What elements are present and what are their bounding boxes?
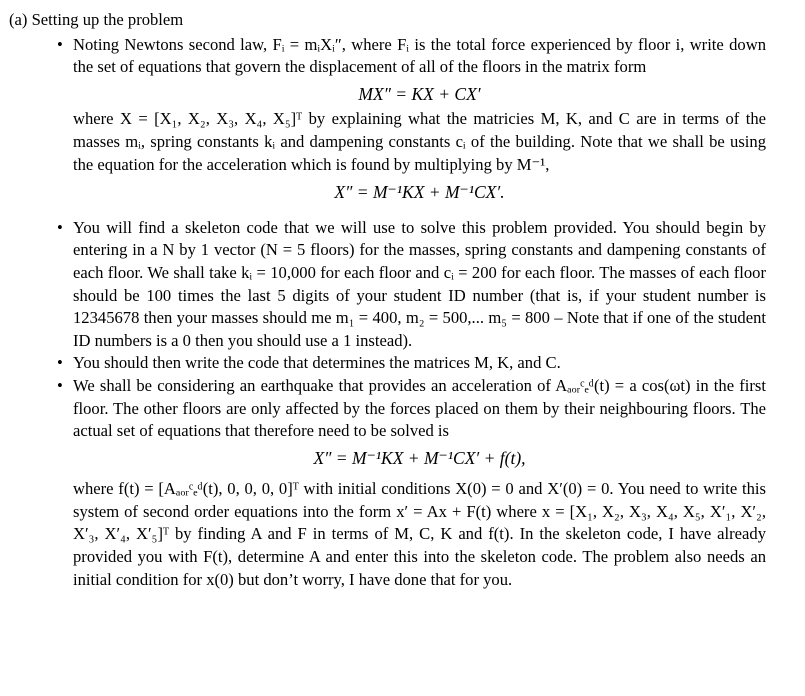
paragraph: where X = [X₁, X₂, X₃, X₄, X₅]ᵀ by explaining what the matricies M, K, and C are in terms of the masses mᵢ, spring constants kᵢ and dampening constants cᵢ of the building. Note that we shall be using the equation for the acceleration which is found by multiplying by M⁻¹, [73,109,766,174]
bullet-list [9,34,766,592]
list-item [57,217,766,353]
paragraph: where f(t) = [Aₐₒᵣᶜₑᵈ(t), 0, 0, 0, 0]ᵀ with initial conditions X(0) = 0 and X′(0) = 0. You need to write this system of second order equations into the form x′ = Ax + F(t) where x = [X₁, X₂, X₃, X₄, X₅, X′₁, X′₂, X′₃, X′₄, X′₅]ᵀ by finding A and F in terms of M, C, K and f(t). In the skeleton code, I have already provided you with F(t), determine A and enter this into the skeleton code. The problem also needs an initial condition for x(0) but don’t worry, I have done that for you. [73,479,766,589]
equation: X″ = M⁻¹KX + M⁻¹CX′ + f(t), [313,447,526,468]
list-item [57,352,766,375]
section-title: (a) Setting up the problem [9,10,184,29]
equation: MX″ = KX + CX′ [358,83,481,104]
paragraph: Noting Newtons second law, Fᵢ = mᵢXᵢ″, where Fᵢ is the total force experienced by floor i, write down the set of equations that govern the displacement of all of the floors in the matrix form [73,34,766,77]
equation: X″ = M⁻¹KX + M⁻¹CX′. [334,182,505,203]
bullet-icon: • [57,217,63,237]
list-item [57,375,766,591]
list-item [57,34,766,204]
bullet-icon: • [57,353,63,373]
paragraph: We shall be considering an earthquake that provides an acceleration of Aₐₒᵣᶜₑᵈ(t) = a cos(ωt) in the first floor. The other floors are only affected by the forces placed on them by their neighbouring floors. The actual set of equations that therefore need to be solved is [73,375,766,441]
bullet-icon: • [57,34,63,54]
paragraph: You should then write the code that determines the matrices M, K, and C. [73,353,561,373]
bullet-icon: • [57,375,63,395]
paragraph: You will find a skeleton code that we will use to solve this problem provided. You should begin by entering in a N by 1 vector (N = 5 floors) for the masses, spring constants and dampening constants of each floor. We shall take kᵢ = 10,000 for each floor and cᵢ = 200 for each floor. The masses of each floor should be 100 times the last 5 digits of your student ID number (that is, if your student number is 12345678 then your masses should me m₁ = 400, m₂ = 500,... m₅ = 800 – Note that if one of the student ID numbers is a 0 then you should use a 1 instead). [73,217,766,350]
